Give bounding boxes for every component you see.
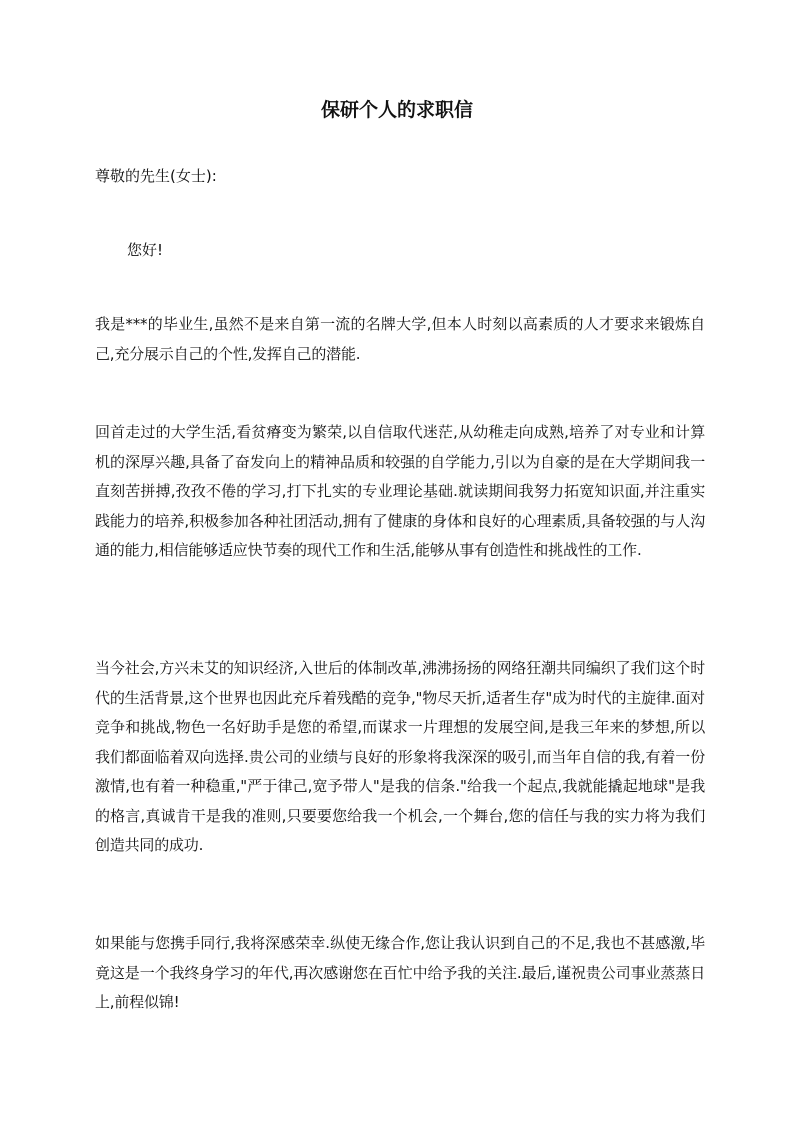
greeting: 您好!: [127, 241, 164, 259]
salutation: 尊敬的先生(女士):: [95, 167, 217, 185]
page-title: 保研个人的求职信: [320, 99, 473, 121]
paragraph-intro: 我是***的毕业生,虽然不是来自第一流的名牌大学,但本人时刻以高素质的人才要求来锻炼自己,充分展示自己的个性,发挥自己的潜能.: [95, 315, 705, 363]
paragraph-society-and-company: 当今社会,方兴未艾的知识经济,入世后的体制改革,沸沸扬扬的网络狂潮共同编织了我们这个时代的生活背景,这个世界也因此充斥着残酷的竞争,"物尽天折,适者生存"成为时代的主旋律.面对竞争和挑战,物色一名好助手是您的希望,而谋求一片理想的发展空间,是我三年来的梦想,所以我们都面临着双向选择.贵公司的业绩与良好的形象将我深深的吸引,而当年自信的我,有着一份激情,也有着一种稳重,"严于律己,宽予带人"是我的信条."给我一个起点,我就能撬起地球"是我的格言,真诚肯干是我的准则,只要要您给我一个机会,一个舞台,您的信任与我的实力将为我们创造共同的成功.: [95, 659, 705, 854]
paragraph-closing: 如果能与您携手同行,我将深感荣幸.纵使无缘合作,您让我认识到自己的不足,我也不甚感激,毕竟这是一个我终身学习的年代,再次感谢您在百忙中给予我的关注.最后,谨祝贵公司事业蒸蒸日上,前程似锦!: [95, 934, 705, 1011]
paragraph-university-life: 回首走过的大学生活,看贫瘠变为繁荣,以自信取代迷茫,从幼稚走向成熟,培养了对专业和计算机的深厚兴趣,具备了奋发向上的精神品质和较强的自学能力,引以为自豪的是在大学期间我一直刻苦拼搏,孜孜不倦的学习,打下扎实的专业理论基础.就读期间我努力拓宽知识面,并注重实践能力的培养,积极参加各种社团活动,拥有了健康的身体和良好的心理素质,具备较强的与人沟通的能力,相信能够适应快节奏的现代工作和生活,能够从事有创造性和挑战性的工作.: [95, 423, 705, 559]
